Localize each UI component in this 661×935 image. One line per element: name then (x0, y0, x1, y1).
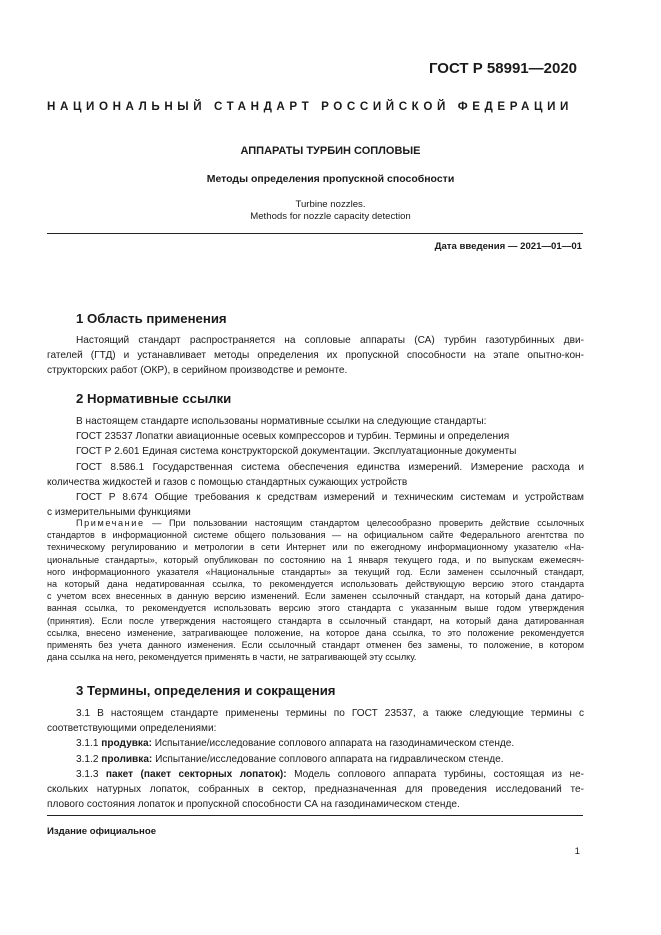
official-edition-label: Издание официальное (47, 826, 157, 837)
note-label: Примечание (76, 518, 145, 528)
english-title: Turbine nozzles. (295, 199, 366, 210)
note-line: на который дана недатированная ссылка, то рекомендуется использовать действующую версию этого стандарта (47, 579, 584, 590)
note-text: — При пользовании настоящим стандартом целесообразно проверить действие ссылочных (144, 518, 584, 528)
note-line: ного информационного указателя «Национальные стандарты» за текущий год. Если заменен ссылочный стандарт, (47, 566, 584, 577)
section-2-body (47, 414, 584, 520)
reference-line: ГОСТ Р 8.674 Общие требования к средствам измерений и техническим системам и устройствам (76, 492, 584, 504)
national-standard-banner: НАЦИОНАЛЬНЫЙ СТАНДАРТ РОССИЙСКОЙ ФЕДЕРАЦИИ (47, 100, 573, 113)
note-line: (принятия). Если после утверждения настоящего стандарта в ссылочный стандарт, на который дана датированная (47, 615, 584, 626)
term-name: продувка: (101, 738, 152, 750)
term-number: 3.1.2 (76, 753, 102, 765)
text-line: гателей (ГТД) и устанавливает методы определения их пропускной способности на этапе опытно-кон- (47, 350, 584, 362)
section-2-note (47, 517, 584, 663)
text-line: Настоящий стандарт распространяется на сопловые аппараты (СА) турбин газотурбинных дви- (76, 335, 584, 346)
text-line: 3.1 В настоящем стандарте применены термины по ГОСТ 23537, а также следующие термины с (76, 708, 584, 719)
note-line: стандартов в информационной системе общего пользования — на официальном сайте Федерального агентства по (47, 530, 584, 541)
reference-line: ГОСТ 8.586.1 Государственная система обеспечения единства измерений. Измерение расхода и (76, 461, 584, 473)
term-name: проливка: (101, 753, 153, 765)
note-line: дана ссылка на него, рекомендуется применять в части, не затрагивающей эту ссылку. (47, 652, 417, 663)
note-line: ссылка, внесено изменение, затрагивающее положение, на которое дана ссылка, то это положение рекомендуется (47, 627, 584, 638)
document-code: ГОСТ Р 58991—2020 (428, 60, 577, 77)
note-line: циональные стандарты», который опубликован по состоянию на 1 января текущего года, и по выпускам ежемесяч- (47, 554, 584, 565)
text-line: соответствующими определениями: (47, 723, 217, 735)
section-3-body (47, 706, 584, 812)
term-name: пакет (пакет секторных лопаток): (105, 768, 287, 780)
note-line: ванная ссылка, то рекомендуется использовать версию этого стандарта с указанным выше годом утверждения (47, 603, 584, 614)
text-line: В настоящем стандарте использованы нормативные ссылки на следующие стандарты: (76, 416, 487, 427)
term-3 (47, 767, 584, 782)
top-divider (47, 233, 583, 234)
reference-line: с измерительными функциями (47, 507, 191, 519)
term-definition: Испытание/исследование соплового аппарата на газодинамическом стенде. (151, 738, 515, 750)
text-line: плового состояния лопаток и пропускной способности СА на газодинамическом стенде. (47, 799, 460, 811)
text-line: структорских работ (ОКР), в серийном производстве и ремонте. (47, 365, 348, 377)
note-line: применять без учета данного изменения. Если ссылочный стандарт отменен без замены, то положение, в котором (47, 640, 584, 651)
reference-line: ГОСТ 23537 Лопатки авиационные осевых компрессоров и турбин. Термины и определения (76, 431, 510, 443)
introduction-date: Дата введения — 2021—01—01 (434, 241, 582, 252)
term-number: 3.1.3 (76, 768, 106, 780)
section-1-body (47, 333, 584, 379)
text-line: скольких натурных лопаток, собранных в сектор, предназначенная для проведения исследований те- (47, 784, 584, 796)
note-line: с учетом всех внесенных в данную версию изменений. Если заменен ссылочный стандарт, на который дана датиро- (47, 591, 584, 602)
term-definition: Модель соплового аппарата турбины, состоящая из не- (286, 768, 585, 780)
standard-subtitle: Методы определения пропускной способности (206, 173, 455, 185)
page-number: 1 (574, 846, 580, 857)
term-1 (47, 736, 584, 751)
reference-line: количества жидкостей и газов с помощью стандартных сужающих устройств (47, 476, 408, 488)
term-definition: Испытание/исследование соплового аппарата на гидравлическом стенде. (152, 753, 504, 765)
note-line (47, 517, 584, 529)
term-number: 3.1.1 (76, 738, 102, 750)
term-2 (47, 752, 584, 767)
footer-divider (47, 815, 583, 816)
section-3-heading: 3 Термины, определения и сокращения (76, 683, 336, 698)
standard-title: АППАРАТЫ ТУРБИН СОПЛОВЫЕ (240, 145, 421, 157)
english-subtitle: Methods for nozzle capacity detection (250, 211, 411, 222)
note-line: техническому регулированию и метрологии в сети Интернет или по ежегодному информационному указателю «На- (47, 542, 584, 553)
reference-line: ГОСТ Р 2.601 Единая система конструкторской документации. Эксплуатационные документы (76, 446, 517, 458)
section-1-heading: 1 Область применения (76, 311, 227, 326)
section-2-heading: 2 Нормативные ссылки (76, 391, 232, 406)
